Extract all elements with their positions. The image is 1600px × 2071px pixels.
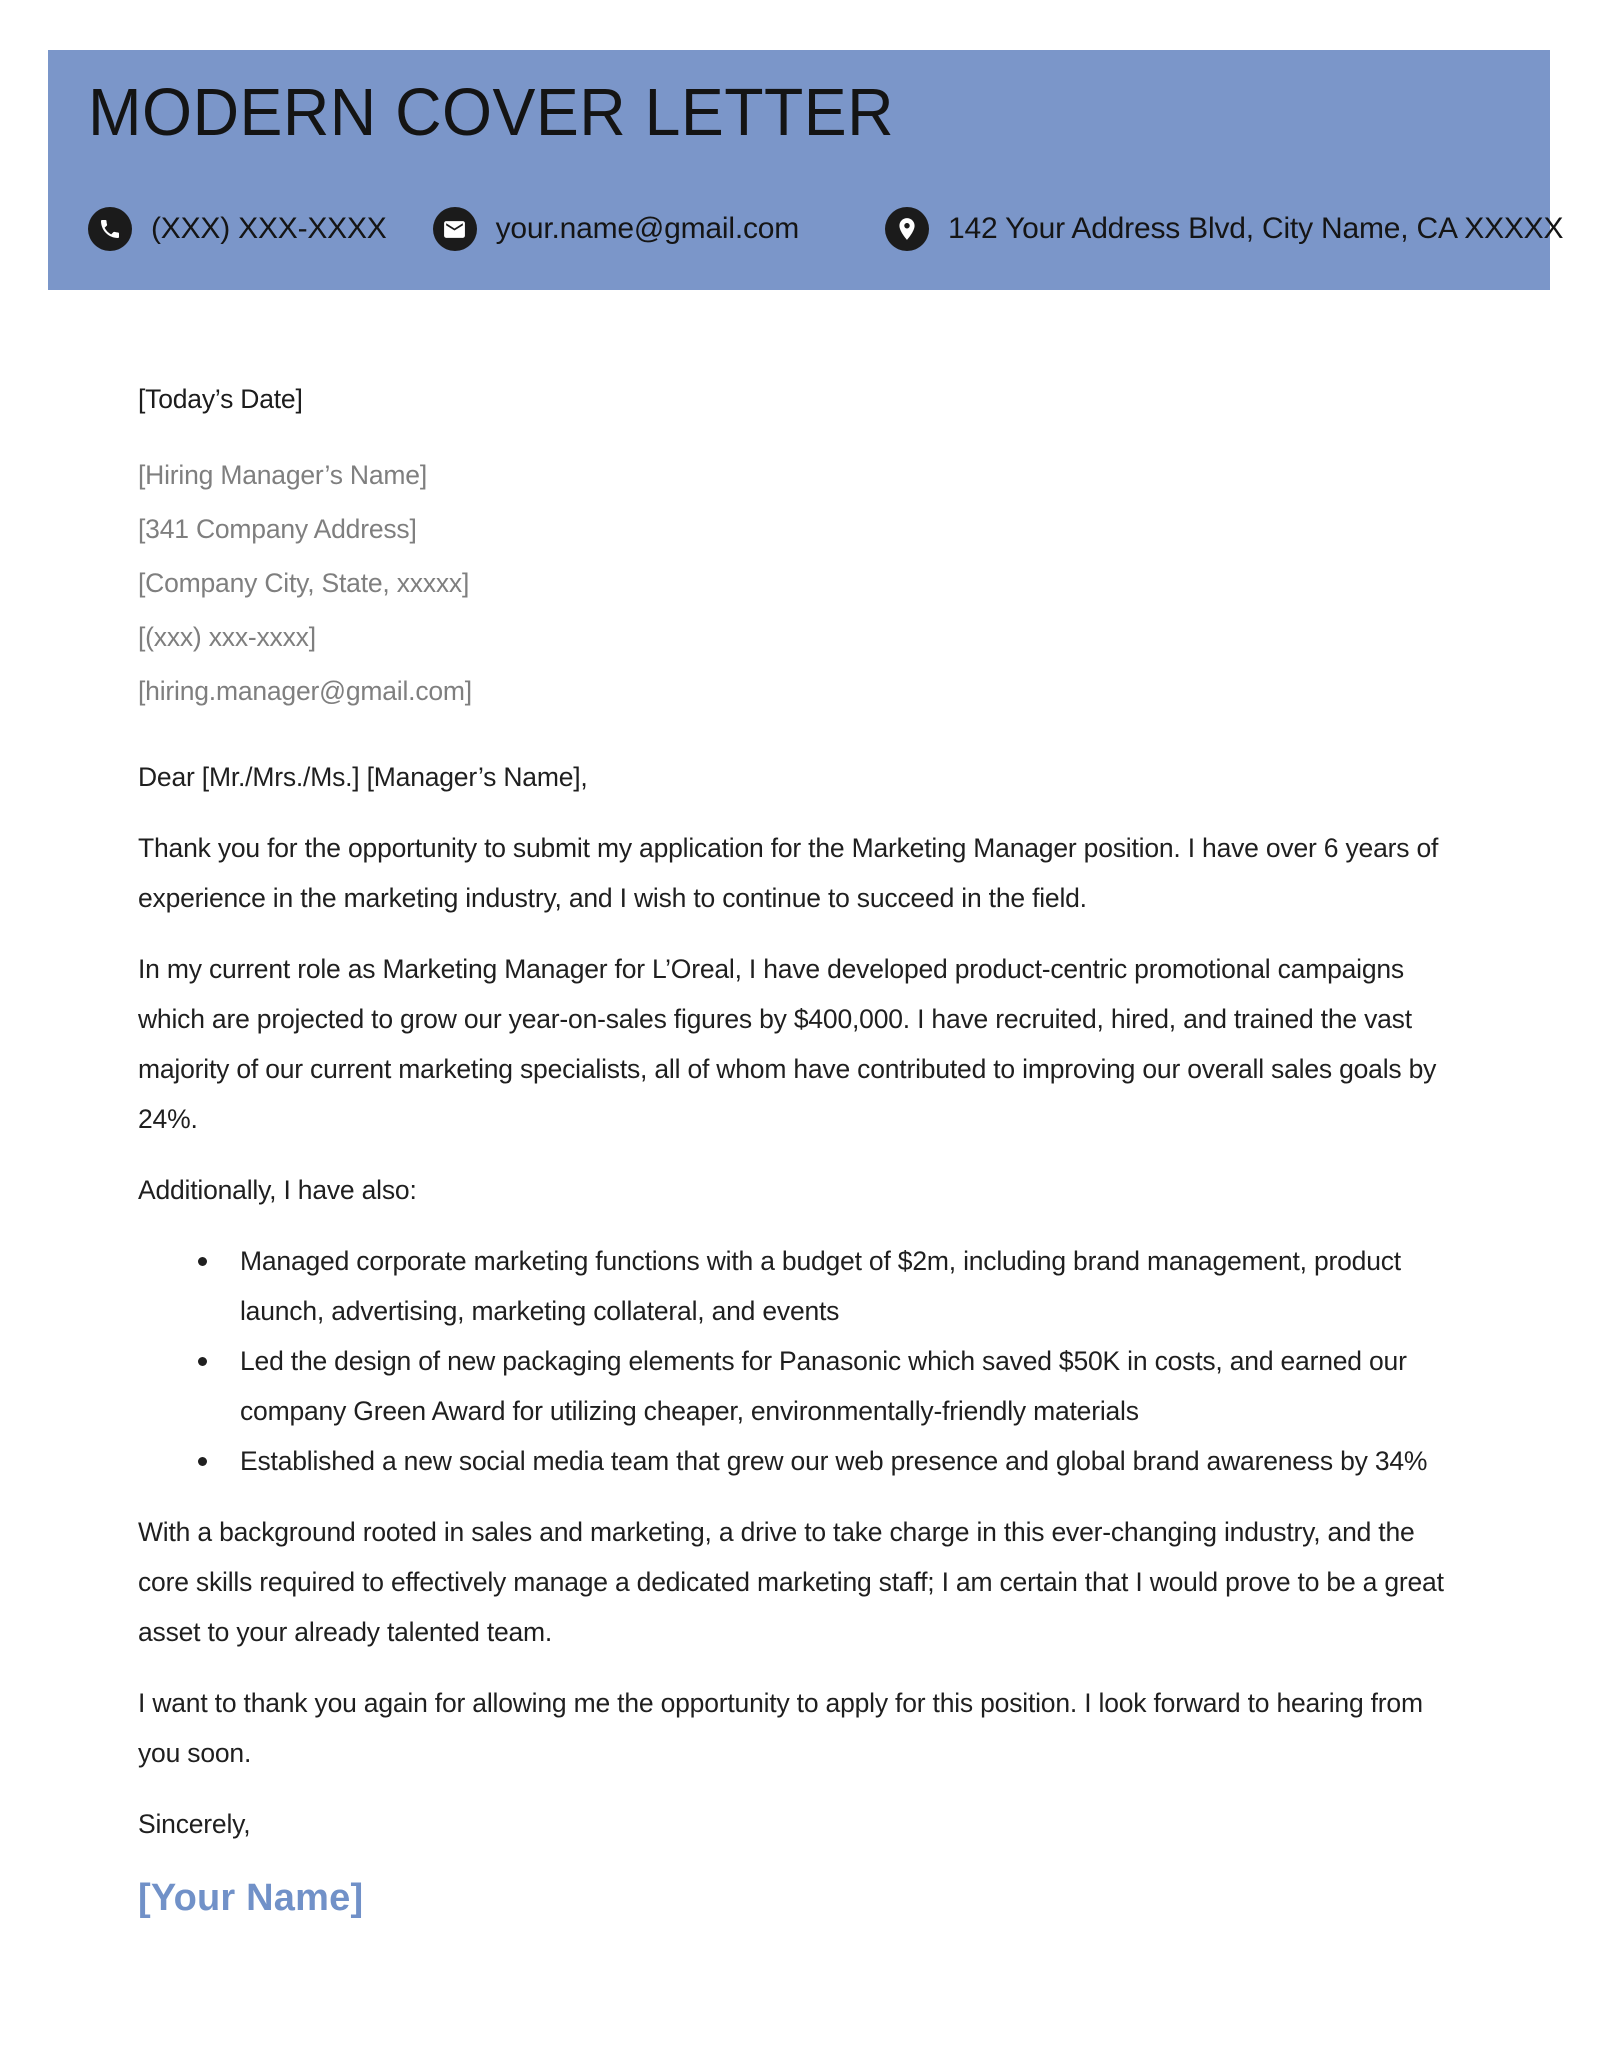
recipient-block (138, 448, 1455, 718)
location-icon (885, 207, 929, 251)
letter-body (0, 290, 1600, 1923)
achievement-item: Established a new social media team that grew our web presence and global brand awareness by 34% (138, 1436, 1455, 1486)
achievements-list (138, 1236, 1455, 1486)
bullets-intro-line: Additionally, I have also: (138, 1175, 417, 1205)
street-address-text: 142 Your Address Blvd, City Name, CA XXXXX (948, 212, 1564, 246)
summary-paragraph: With a background rooted in sales and marketing, a drive to take charge in this ever-changing industry, and the core skills required to effectively manage a dedicated marketing staff; I am certain that I would prove to be a great asset to your already talented team. (138, 1517, 1444, 1647)
phone-icon (88, 207, 132, 251)
mail-icon (433, 207, 477, 251)
contact-row (88, 207, 1564, 251)
intro-paragraph: Thank you for the opportunity to submit my application for the Marketing Manager position. I have over 6 years of experience in the marketing industry, and I wish to continue to succeed in the field. (138, 833, 1439, 913)
contact-email (433, 207, 799, 251)
contact-address (885, 207, 1563, 251)
header-band (48, 50, 1564, 290)
signature-name: [Your Name] (138, 1877, 364, 1919)
achievement-item: Managed corporate marketing functions with a budget of $2m, including brand management, product launch, advertising, marketing collateral, and events (138, 1236, 1455, 1336)
recipient-email-line: [hiring.manager@gmail.com] (138, 676, 472, 706)
date-line: [Today’s Date] (138, 384, 303, 414)
recipient-address-line: [341 Company Address] (138, 514, 417, 544)
contact-phone (88, 207, 387, 251)
recipient-phone-line: [(xxx) xxx-xxxx] (138, 622, 316, 652)
thanks-paragraph: I want to thank you again for allowing me the opportunity to apply for this position. I look forward to hearing from you soon. (138, 1688, 1423, 1768)
phone-number-text: (XXX) XXX-XXXX (151, 212, 387, 246)
page-title: MODERN COVER LETTER (88, 75, 895, 150)
signoff-line: Sincerely, (138, 1809, 251, 1839)
experience-paragraph: In my current role as Marketing Manager for L’Oreal, I have developed product-centric promotional campaigns which are projected to grow our year-on-sales figures by $400,000. I have recruited, hired, and trained the vast majority of our current marketing specialists, all of whom have contributed to improving our overall sales goals by 24%. (138, 954, 1437, 1134)
email-address-text: your.name@gmail.com (495, 212, 800, 246)
greeting-line: Dear [Mr./Mrs./Ms.] [Manager’s Name], (138, 762, 588, 792)
recipient-name-line: [Hiring Manager’s Name] (138, 460, 427, 490)
achievement-item: Led the design of new packaging elements for Panasonic which saved $50K in costs, and earned our company Green Award for utilizing cheaper, environmentally-friendly materials (138, 1336, 1455, 1436)
recipient-city-line: [Company City, State, xxxxx] (138, 568, 470, 598)
